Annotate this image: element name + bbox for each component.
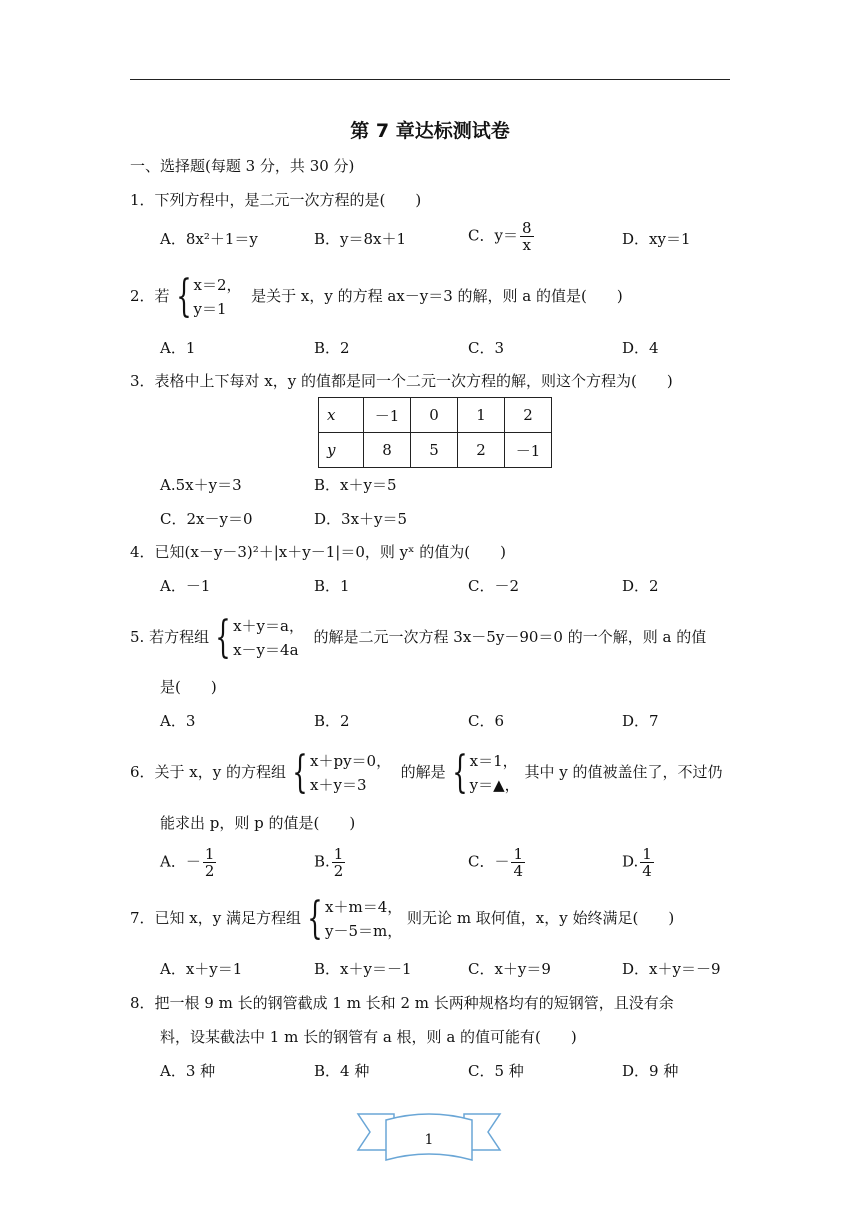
q3-cell: －1	[505, 433, 552, 468]
q3-cell: 0	[411, 398, 458, 433]
q7-post: 则无论 m 取何值，x，y 始终满足( )	[407, 909, 675, 927]
section-heading: 一、选择题(每题 3 分，共 30 分)	[130, 157, 355, 175]
q3-option-a: A.5x＋y＝3	[160, 476, 242, 494]
q2-post: 是关于 x，y 的方程 ax－y＝3 的解，则 a 的值是( )	[251, 287, 623, 305]
q3-option-d: D．3x＋y＝5	[314, 510, 408, 528]
top-rule	[130, 79, 730, 80]
q5-continuation: 是( )	[160, 678, 217, 696]
q7-pre: 7．已知 x，y 满足方程组	[130, 909, 302, 927]
q5-sys-row-2: x－y＝4a	[233, 641, 299, 659]
q5-pre: 5. 若方程组	[130, 628, 210, 646]
q5-option-c: C．6	[468, 712, 505, 730]
q6-option-a	[160, 846, 218, 879]
q1-fraction-den: x	[522, 236, 531, 254]
q6-a-num: 1	[204, 845, 215, 863]
q6-d-prefix: D.	[622, 852, 639, 871]
q1-fraction	[520, 220, 534, 253]
question-6-stem	[130, 747, 722, 797]
q6-system-1: { x＋py＝0， x＋y＝3	[292, 747, 392, 798]
q6-b-den: 2	[333, 862, 344, 880]
q6-post: 其中 y 的值被盖住了，不过仍	[524, 763, 723, 781]
question-2-stem	[130, 272, 623, 321]
q7-option-a: A．x＋y＝1	[160, 960, 243, 978]
q7-option-c: C．x＋y＝9	[468, 960, 551, 978]
q6-b-num: 1	[333, 845, 344, 863]
q1-option-d: D．xy＝1	[622, 230, 691, 248]
question-5-stem	[130, 612, 706, 662]
q6-sys-row-4: y＝▲，	[469, 776, 520, 794]
q6-sys-row-2: x＋y＝3	[310, 776, 367, 794]
q6-option-d	[622, 846, 656, 879]
q4-option-a: A．－1	[160, 577, 211, 595]
q6-sys-row-1: x＋py＝0，	[310, 752, 392, 770]
q3-option-b: B．x＋y＝5	[314, 476, 397, 494]
q3-cell: 5	[411, 433, 458, 468]
q4-option-d: D．2	[622, 577, 659, 595]
q8-option-c: C．5 种	[468, 1062, 524, 1080]
q5-post: 的解是二元一次方程 3x－5y－90＝0 的一个解，则 a 的值	[313, 628, 707, 646]
q3-row-y	[319, 433, 552, 468]
q1-option-c	[468, 220, 536, 253]
page-number: 1	[424, 1132, 434, 1148]
q5-system: { x＋y＝a， x－y＝4a	[215, 612, 304, 663]
q3-cell: －1	[364, 398, 411, 433]
q6-a-prefix: A．－	[160, 852, 201, 871]
q2-sys-row-2: y＝1	[193, 300, 227, 318]
q6-system-2: { x＝1， y＝▲，	[451, 747, 520, 798]
q3-cell: y	[319, 433, 364, 468]
q6-mid: 的解是	[400, 763, 446, 781]
q3-cell: x	[319, 398, 364, 433]
q1-option-a: A．8x²＋1＝y	[160, 230, 258, 248]
q1-option-c-prefix: C．y＝	[468, 226, 518, 245]
q6-sys-row-3: x＝1，	[469, 752, 518, 770]
q7-system: { x＋m＝4， y－5＝m，	[307, 893, 403, 944]
question-3-stem: 3．表格中上下每对 x，y 的值都是同一个二元一次方程的解，则这个方程为( )	[130, 372, 673, 390]
q6-option-c	[468, 846, 527, 879]
q2-option-a: A．1	[160, 339, 196, 357]
q3-option-c: C．2x－y＝0	[160, 510, 253, 528]
q7-sys-row-1: x＋m＝4，	[325, 898, 403, 916]
q6-d-fraction	[640, 846, 654, 879]
q8-option-a: A．3 种	[160, 1062, 216, 1080]
q3-cell: 1	[458, 398, 505, 433]
q2-option-b: B．2	[314, 339, 350, 357]
q6-d-num: 1	[642, 845, 652, 863]
q8-option-d: D．9 种	[622, 1062, 679, 1080]
q7-sys-row-2: y－5＝m，	[325, 922, 403, 940]
q6-c-num: 1	[513, 845, 524, 863]
q3-table	[318, 397, 552, 468]
q6-option-b	[314, 846, 347, 879]
q1-option-b: B．y＝8x＋1	[314, 230, 407, 248]
question-4-stem: 4．已知(x－y－3)²＋|x＋y－1|＝0，则 yˣ 的值为( )	[130, 543, 506, 561]
q5-option-a: A．3	[160, 712, 196, 730]
question-8-line-2: 料，设某截法中 1 m 长的钢管有 a 根，则 a 的值可能有( )	[160, 1028, 577, 1046]
q5-option-d: D．7	[622, 712, 659, 730]
page-title: 第 7 章达标测试卷	[350, 120, 510, 142]
q2-option-c: C．3	[468, 339, 505, 357]
question-1-stem: 1．下列方程中，是二元一次方程的是( )	[130, 191, 422, 209]
q6-b-prefix: B.	[314, 852, 330, 871]
q2-system: { x＝2， y＝1	[175, 271, 242, 322]
q6-b-fraction	[332, 846, 346, 879]
q3-cell: 8	[364, 433, 411, 468]
q6-c-den: 4	[513, 862, 524, 880]
q6-a-fraction	[203, 846, 217, 879]
q3-cell: 2	[505, 398, 552, 433]
q7-option-d: D．x＋y＝－9	[622, 960, 721, 978]
q5-sys-row-1: x＋y＝a，	[233, 617, 304, 635]
q3-row-x	[319, 398, 552, 433]
q2-pre: 2．若	[130, 287, 170, 305]
q6-d-den: 4	[642, 862, 652, 880]
q4-option-b: B．1	[314, 577, 350, 595]
question-7-stem	[130, 893, 674, 943]
q2-sys-row-1: x＝2，	[193, 276, 242, 294]
q4-option-c: C．－2	[468, 577, 520, 595]
q6-pre: 6．关于 x，y 的方程组	[130, 763, 287, 781]
q6-c-fraction	[511, 846, 525, 879]
q6-a-den: 2	[204, 862, 215, 880]
q5-option-b: B．2	[314, 712, 350, 730]
q6-c-prefix: C．－	[468, 852, 510, 871]
q2-option-d: D．4	[622, 339, 659, 357]
q3-cell: 2	[458, 433, 505, 468]
q7-option-b: B．x＋y＝－1	[314, 960, 412, 978]
q8-option-b: B．4 种	[314, 1062, 370, 1080]
question-8-line-1: 8．把一根 9 m 长的钢管截成 1 m 长和 2 m 长两种规格均有的短钢管，且没有余	[130, 994, 674, 1012]
q1-fraction-num: 8	[521, 219, 532, 237]
q6-continuation: 能求出 p，则 p 的值是( )	[160, 814, 356, 832]
